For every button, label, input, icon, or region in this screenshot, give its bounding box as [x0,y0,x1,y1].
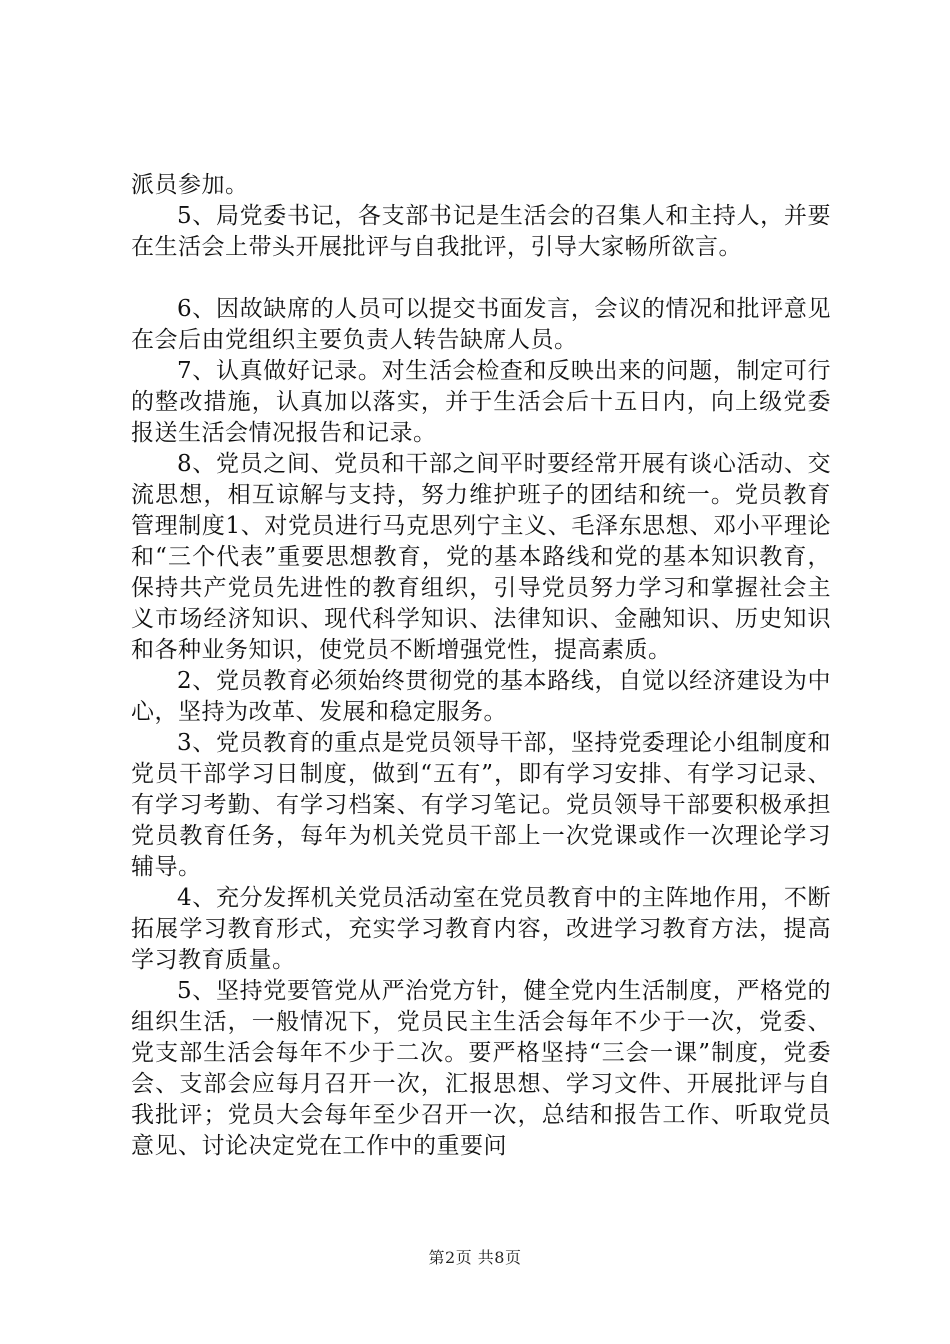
paragraph-item-8-education-system: 8、党员之间、党员和干部之间平时要经常开展有谈心活动、交流思想，相互谅解与支持，努力维护班子的团结和统一。党员教育管理制度1、对党员进行马克思列宁主义、毛泽东思想、邓小平理论和“三个代表”重要思想教育，党的基本路线和党的基本知识教育，保持共产党员先进性的教育组织，引导党员努力学习和掌握社会主义市场经济知识、现代科学知识、法律知识、金融知识、历史知识和各种业务知识，使党员不断增强党性，提高素质。 [131,451,831,663]
paragraph-continuation: 派员参加。 [131,172,249,198]
paragraph-item-5-convener: 5、局党委书记，各支部书记是生活会的召集人和主持人，并要在生活会上带头开展批评与自我批评，引导大家畅所欲言。 [131,203,831,260]
page-number-footer: 第2页 共8页 [428,1248,522,1267]
paragraph-item-3-leaders: 3、党员教育的重点是党员领导干部，坚持党委理论小组制度和党员干部学习日制度，做到“五有”，即有学习安排、有学习记录、有学习考勤、有学习档案、有学习笔记。党员领导干部要积极承担党员教育任务，每年为机关党员干部上一次党课或作一次理论学习辅导。 [131,730,831,880]
paragraph-item-4-activity-room: 4、充分发挥机关党员活动室在党员教育中的主阵地作用，不断拓展学习教育形式，充实学习教育内容，改进学习教育方法，提高学习教育质量。 [131,885,831,973]
document-body [131,170,831,1162]
paragraph-item-6-absence: 6、因故缺席的人员可以提交书面发言，会议的情况和批评意见在会后由党组织主要负责人转告缺席人员。 [131,296,831,353]
paragraph-item-5-party-life: 5、坚持党要管党从严治党方针，健全党内生活制度，严格党的组织生活，一般情况下，党员民主生活会每年不少于一次，党委、党支部生活会每年不少于二次。要严格坚持“三会一课”制度，党委会、支部会应每月召开一次，汇报思想、学习文件、开展批评与自我批评；党员大会每年至少召开一次，总结和报告工作、听取党员意见、讨论决定党在工作中的重要问 [131,978,831,1159]
paragraph-item-7-records: 7、认真做好记录。对生活会检查和反映出来的问题，制定可行的整改措施，认真加以落实，并于生活会后十五日内，向上级党委报送生活会情况报告和记录。 [131,358,831,446]
paragraph-item-2-basic-line: 2、党员教育必须始终贯彻党的基本路线，自觉以经济建设为中心，坚持为改革、发展和稳定服务。 [131,668,831,725]
